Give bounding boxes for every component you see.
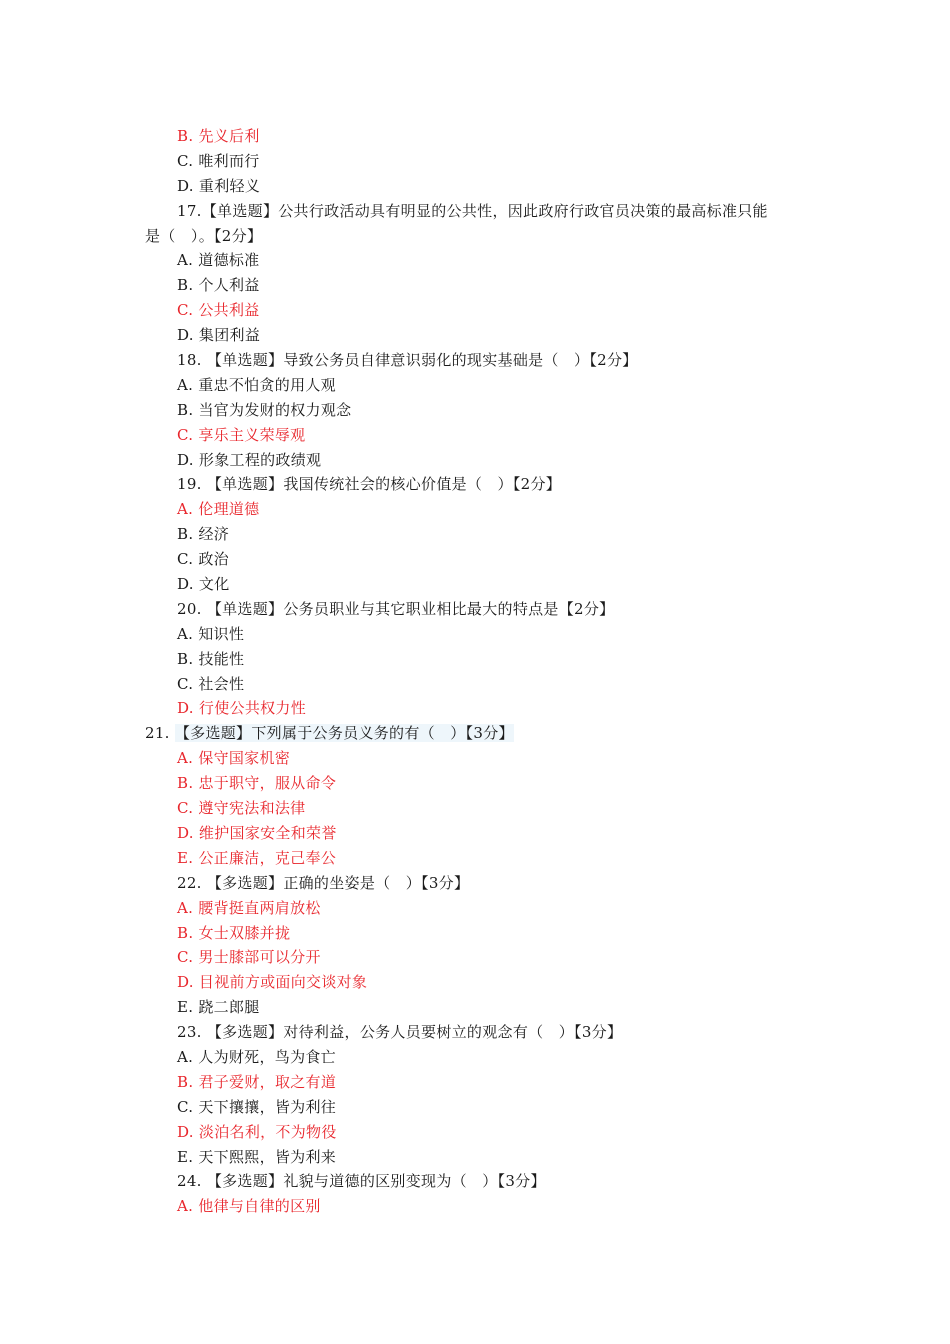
q21-option-d: D. 维护国家安全和荣誉 — [177, 823, 337, 842]
q24-stem: 24. 【多选题】礼貌与道德的区别变现为（ ）【3分】 — [177, 1172, 546, 1191]
q19-option-b: B. 经济 — [177, 525, 230, 544]
q21-option-b: B. 忠于职守，服从命令 — [177, 774, 337, 793]
q23-option-a: A. 人为财死，鸟为食亡 — [177, 1047, 336, 1066]
q18-option-d: D. 形象工程的政绩观 — [177, 450, 322, 469]
q23-option-b: B. 君子爱财，取之有道 — [177, 1072, 337, 1091]
q19-option-a: A. 伦理道德 — [177, 500, 260, 519]
q16-option-d: D. 重利轻义 — [177, 176, 261, 195]
q23-stem: 23. 【多选题】对待利益，公务人员要树立的观念有（ ）【3分】 — [177, 1023, 623, 1042]
q21-stem-text: 【多选题】下列属于公务员义务的有（ ）【3分】 — [174, 724, 514, 743]
q21-stem — [0, 721, 950, 746]
q20-option-a: A. 知识性 — [177, 624, 245, 643]
q22-option-c: C. 男士膝部可以分开 — [177, 948, 321, 967]
q18-option-c: C. 享乐主义荣辱观 — [177, 425, 306, 444]
q22-option-b: B. 女士双膝并拢 — [177, 923, 291, 942]
q23-option-d: D. 淡泊名利，不为物役 — [177, 1122, 337, 1141]
q17-option-a: A. 道德标准 — [177, 251, 260, 270]
q21-option-c: C. 遵守宪法和法律 — [177, 799, 306, 818]
q17-stem-line2: 是（ ）。【2分】 — [145, 226, 263, 245]
q22-stem: 22. 【多选题】正确的坐姿是（ ）【3分】 — [177, 873, 470, 892]
q22-option-a: A. 腰背挺直两肩放松 — [177, 898, 321, 917]
q18-option-b: B. 当官为发财的权力观念 — [177, 400, 352, 419]
q21-option-a: A. 保守国家机密 — [177, 749, 291, 768]
q22-option-d: D. 目视前方或面向交谈对象 — [177, 973, 368, 992]
q23-option-e: E. 天下熙熙，皆为利来 — [177, 1147, 337, 1166]
q18-option-a: A. 重忠不怕贪的用人观 — [177, 375, 336, 394]
q22-option-e: E. 跷二郎腿 — [177, 998, 260, 1017]
q16-option-c: C. 唯利而行 — [177, 151, 260, 170]
q21-number: 21. — [145, 724, 170, 743]
q17-option-c: C. 公共利益 — [177, 301, 260, 320]
q21-option-e: E. 公正廉洁，克己奉公 — [177, 848, 337, 867]
q19-option-d: D. 文化 — [177, 575, 230, 594]
q19-option-c: C. 政治 — [177, 550, 229, 569]
q19-stem: 19. 【单选题】我国传统社会的核心价值是（ ）【2分】 — [177, 475, 562, 494]
q24-option-a: A. 他律与自律的区别 — [177, 1197, 321, 1216]
q20-stem: 20. 【单选题】公务员职业与其它职业相比最大的特点是【2分】 — [177, 599, 615, 618]
q17-stem-line1: 17.【单选题】公共行政活动具有明显的公共性，因此政府行政官员决策的最高标准只能 — [177, 201, 768, 220]
q17-option-d: D. 集团利益 — [177, 326, 261, 345]
q17-option-b: B. 个人利益 — [177, 276, 260, 295]
q20-option-d: D. 行使公共权力性 — [177, 699, 307, 718]
q20-option-c: C. 社会性 — [177, 674, 245, 693]
q18-stem: 18. 【单选题】导致公务员自律意识弱化的现实基础是（ ）【2分】 — [177, 351, 638, 370]
q23-option-c: C. 天下攘攘，皆为利往 — [177, 1097, 337, 1116]
q16-option-b: B. 先义后利 — [177, 127, 260, 145]
q20-option-b: B. 技能性 — [177, 649, 245, 668]
document-page — [0, 124, 950, 1219]
